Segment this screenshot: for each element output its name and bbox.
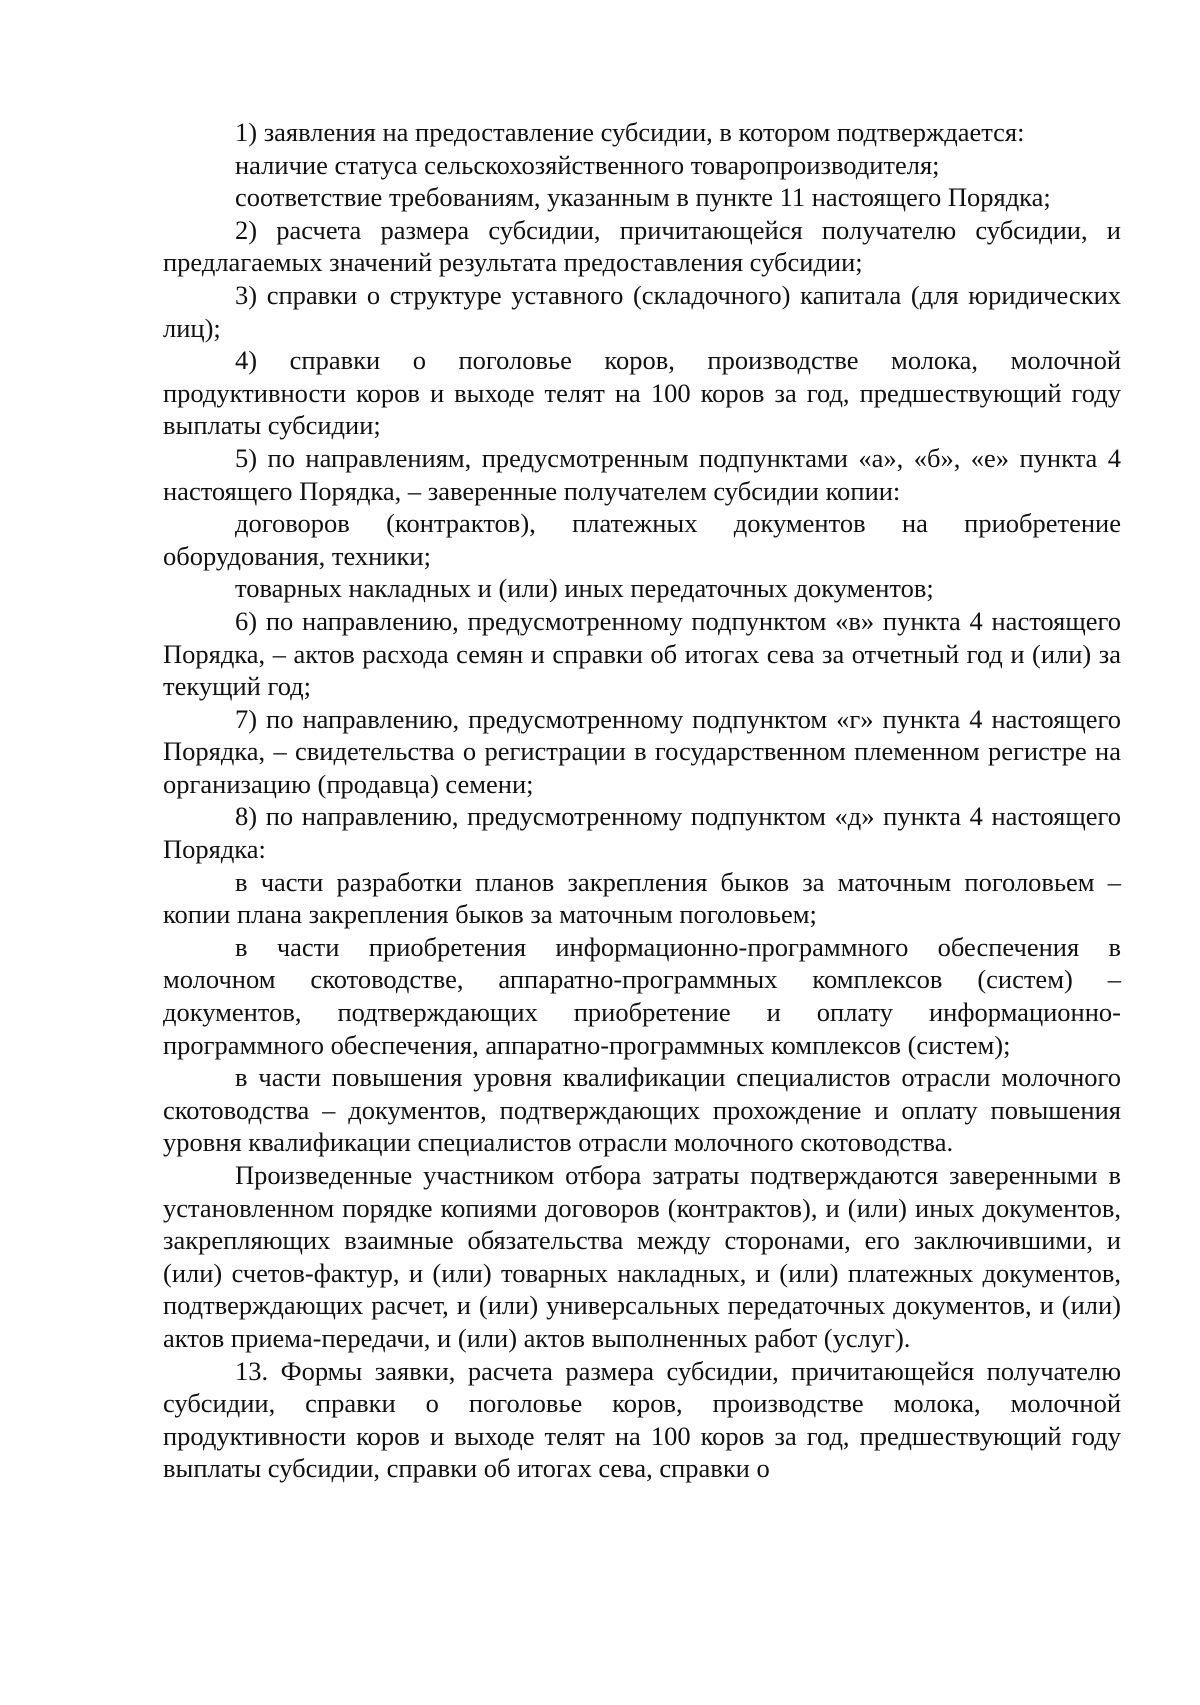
- paragraph-item-5-copies: 5) по направлениям, предусмотренным подпунктами «а», «б», «е» пункта 4 настоящего Порядка, – заверенные получателем субсидии копии:: [163, 442, 1121, 506]
- paragraph-breeding-plans: в части разработки планов закрепления быков за маточным поголовьем – копии плана закрепления быков за маточным поголовьем;: [163, 866, 1121, 930]
- paragraph-item-7-breeding-register: 7) по направлению, предусмотренному подпунктом «г» пункта 4 настоящего Порядка, – свидетельства о регистрации в государственном племенном регистре на организацию (продавца) семени;: [163, 703, 1121, 799]
- paragraph-item-6-seeds: 6) по направлению, предусмотренному подпунктом «в» пункта 4 настоящего Порядка, – актов расхода семян и справки об итогах сева за отчетный год и (или) за текущий год;: [163, 605, 1121, 702]
- paragraph-item-13-forms: 13. Формы заявки, расчета размера субсидии, причитающейся получателю субсидии, справки о поголовье коров, производстве молока, молочной продуктивности коров и выходе телят на 100 коров за год, предшествующий году выплаты субсидии, справки об итогах сева, справки о: [163, 1355, 1121, 1484]
- paragraph-item-1-application: 1) заявления на предоставление субсидии, в котором подтверждается:: [235, 117, 1025, 147]
- paragraph-qualification: в части повышения уровня квалификации специалистов отрасли молочного скотоводства – документов, подтверждающих прохождение и оплату повышения уровня квалификации специалистов отрасли молочного скотоводства.: [163, 1062, 1121, 1158]
- paragraph-requirements-compliance: соответствие требованиям, указанным в пункте 11 настоящего Порядка;: [235, 182, 1051, 213]
- paragraph-contracts: договоров (контрактов), платежных документов на приобретение оборудования, техники;: [163, 508, 1121, 571]
- document-body: [163, 116, 1121, 1485]
- paragraph-producer-status: наличие статуса сельскохозяйственного товаропроизводителя;: [235, 149, 940, 180]
- paragraph-costs-confirmation: Произведенные участником отбора затраты подтверждаются заверенными в установленном порядке копиями договоров (контрактов), и (или) иных документов, закрепляющих взаимные обязательства между сторонами, его заключившими, и (или) счетов-фактур, и (или) товарных накладных, и (или) платежных документов, подтверждающих расчет, и (или) универсальных передаточных документов, и (или) актов приема-передачи, и (или) актов выполненных работ (услуг).: [163, 1160, 1121, 1353]
- paragraph-waybills: товарных накладных и (или) иных передаточных документов;: [235, 573, 934, 604]
- paragraph-item-3-capital: 3) справки о структуре уставного (складочного) капитала (для юридических лиц);: [163, 279, 1121, 343]
- paragraph-item-8-direction-d: 8) по направлению, предусмотренному подпунктом «д» пункта 4 настоящего Порядка:: [163, 801, 1121, 865]
- paragraph-item-2-calculation: 2) расчета размера субсидии, причитающейся получателю субсидии, и предлагаемых значений результата предоставления субсидии;: [163, 214, 1121, 278]
- paragraph-item-4-livestock: 4) справки о поголовье коров, производстве молока, молочной продуктивности коров и выходе телят на 100 коров за год, предшествующий году выплаты субсидии;: [163, 345, 1121, 441]
- paragraph-software: в части приобретения информационно-программного обеспечения в молочном скотоводстве, аппаратно-программных комплексов (систем) – документов, подтверждающих приобретение и оплату информационно-программного обеспечения, аппаратно-программных комплексов (систем);: [163, 931, 1121, 1060]
